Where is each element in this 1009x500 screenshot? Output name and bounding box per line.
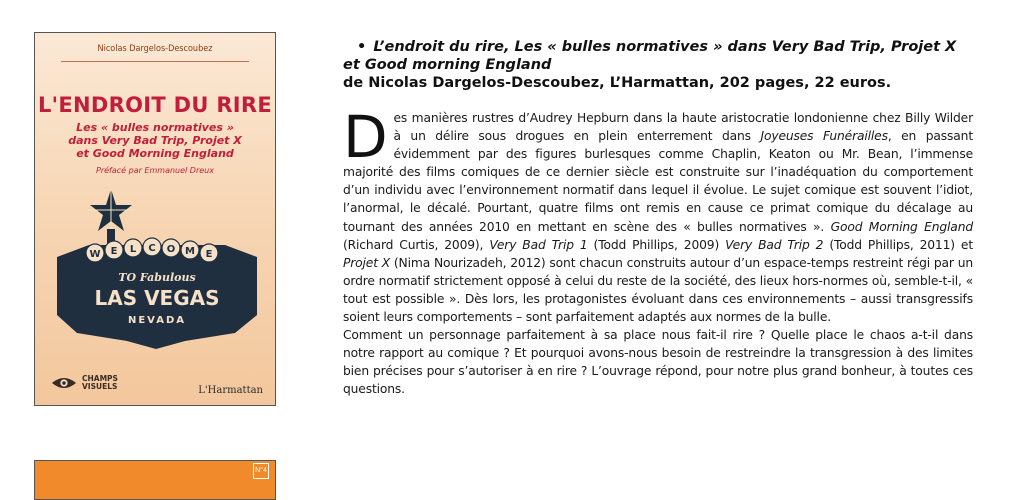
bullet-icon: • xyxy=(357,39,367,55)
review-body xyxy=(343,103,973,399)
film-title: Joyeuses Funérailles xyxy=(760,129,888,144)
review-title xyxy=(343,38,973,74)
film-title: Very Bad Trip 2 xyxy=(725,237,824,252)
film-title: Very Bad Trip 1 xyxy=(489,237,588,252)
paragraph-text: (Todd Phillips, 2011) et xyxy=(823,237,973,252)
film-title: Good Morning England xyxy=(830,219,973,234)
book-cover xyxy=(34,32,276,406)
sign-letter: L xyxy=(129,244,137,255)
sign-letter: E xyxy=(205,249,213,260)
collection-name-line: VISUELS xyxy=(82,382,118,391)
collection-logo xyxy=(51,375,118,391)
sign-star-icon xyxy=(87,183,135,237)
review-byline: de Nicolas Dargelos-Descoubez, L’Harmattan, 202 pages, 22 euros. xyxy=(343,75,892,91)
review-paragraph: Comment un personnage parfaitement à sa place nous fait-il rire ? Quelle place le chaos a-t-il dans notre rapport au comique ? Et pourquoi avons-nous besoin de restreindre la transgression à des limites bien précises pour s’autoriser à en rire ? L’ouvrage répond, pour notre plus grand bonheur, à toutes ces questions. xyxy=(343,328,973,397)
sign-letter: O xyxy=(166,244,176,255)
next-book-badge: N°4 xyxy=(253,463,269,479)
paragraph-text: , en passant évidemment par des figures burlesques comme Chaplin, Keaton ou Mr. Bean, l’immense majorité des films comiques de ce dernier siècle est construite sur l’inadéquation du comportement d’un individu avec l’environnement normatif dans lequel il évolue. Le sujet comique est souvent l’idiot, l’anormal, le décalé. Pourtant, quatre films ont remis en cause ce primat comique du décalage au tournant des années 2010 en mettant en scène des « bulles normatives ». xyxy=(343,129,973,234)
sign-city: LAS VEGAS xyxy=(94,286,220,310)
paragraph-text: (Richard Curtis, 2009), xyxy=(343,237,490,252)
paragraph-text: (Todd Phillips, 2009) xyxy=(587,237,726,252)
sign-letter: W xyxy=(89,249,101,260)
cover-subtitle-line: et Good Morning England xyxy=(76,147,234,160)
sign-letter: M xyxy=(185,246,195,257)
cover-preface: Préfacé par Emmanuel Dreux xyxy=(96,166,214,175)
review-paragraph xyxy=(343,103,973,326)
cover-subtitle-line: dans Very Bad Trip, Projet X xyxy=(68,134,242,147)
drop-cap: D xyxy=(343,103,388,171)
review-title-text: L’endroit du rire, Les « bulles normatives » dans Very Bad Trip, Projet X et Good morning England xyxy=(343,39,957,73)
collection-name-line: CHAMPS xyxy=(82,374,118,383)
next-book-cover xyxy=(34,460,276,500)
book-review xyxy=(343,38,973,399)
paragraph-text: (Nima Nourizadeh, 2012) sont chacun construits autour d’un espace-temps restreint régi par un ordre normatif strictement opposé à celui du reste de la société, des lieux hors-normes où, semble-t-il, « tout est possible ». Dès lors, les protagonistes évoluant dans ces environnements – aussi transgressifs soient leurs comportements – sont parfaitement adaptés aux normes de la bulle. xyxy=(343,255,973,325)
publisher-logo: L'Harmattan xyxy=(198,385,263,396)
cover-author: Nicolas Dargelos-Descoubez xyxy=(97,44,213,54)
cover-subtitle-line: Les « bulles normatives » xyxy=(76,121,234,134)
cover-title: L'ENDROIT DU RIRE xyxy=(37,93,273,117)
sign-state: NEVADA xyxy=(127,315,187,326)
sign-letter: C xyxy=(148,243,156,254)
film-title: Projet X xyxy=(343,255,391,270)
sign-to-fabulous: TO Fabulous xyxy=(118,271,196,284)
eye-icon xyxy=(51,376,77,390)
sign-letter: E xyxy=(110,246,118,257)
paragraph-text: es manières rustres d’Audrey Hepburn dans la haute aristocratie londonienne chez Billy Wilder à un délire sous drogues en plein enterrement dans xyxy=(393,111,973,144)
las-vegas-sign-illustration xyxy=(35,33,276,406)
